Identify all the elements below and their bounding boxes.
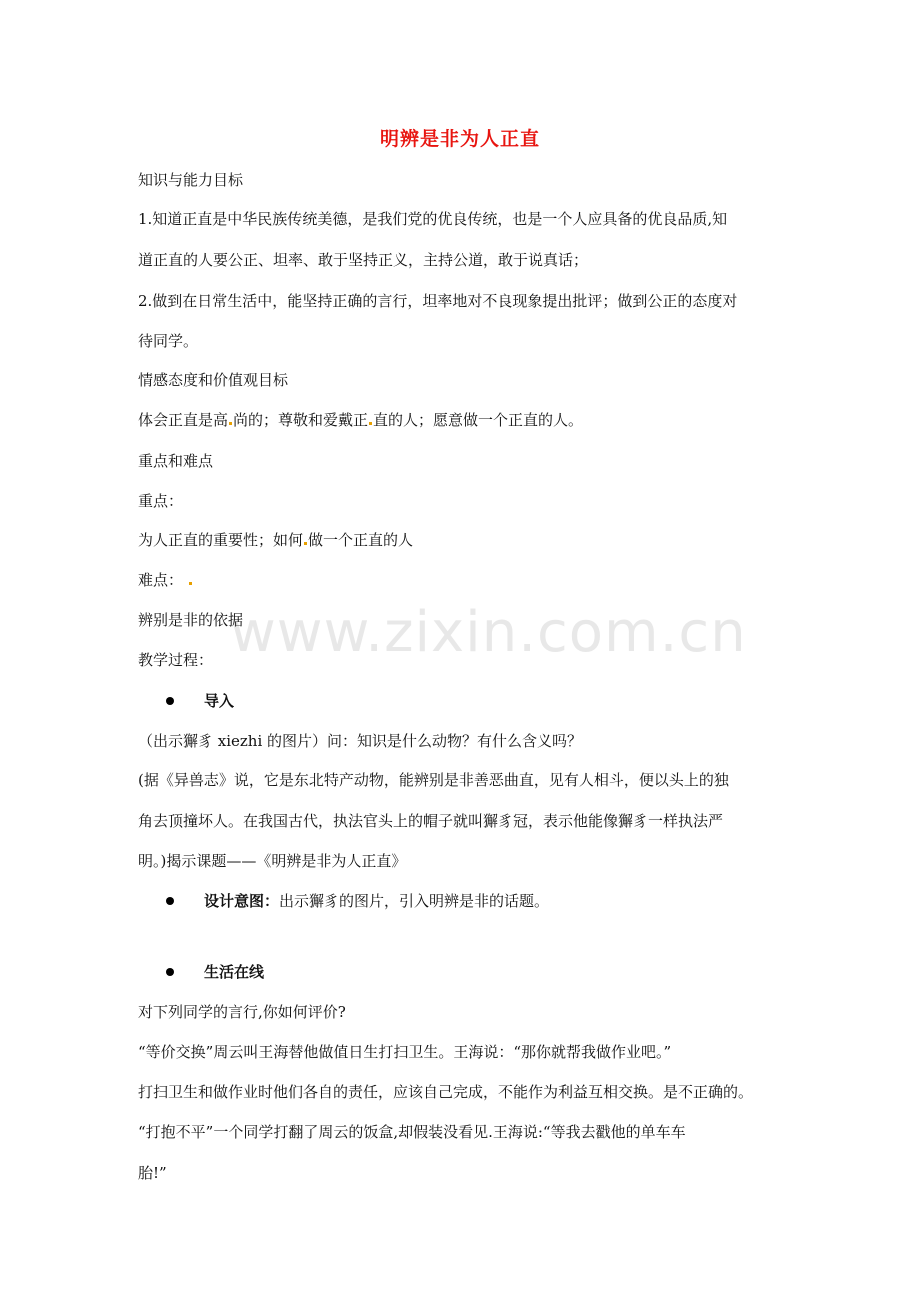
bullet-content — [204, 891, 549, 911]
paragraph-line: 道正直的人要公正、坦率、敢于坚持正义，主持公道，敢于说真话； — [138, 251, 589, 269]
paragraph-line: 教学过程： — [138, 651, 214, 669]
paragraph-line — [138, 530, 413, 550]
text-segment: 难点： — [138, 571, 184, 589]
paragraph-line: 重点： — [138, 492, 184, 510]
paragraph-line: 角去顶撞坏人。在我国古代，执法官头上的帽子就叫獬豸冠，表示他能像獬豸一样执法严 — [138, 812, 724, 830]
paragraph-line — [138, 570, 193, 590]
paragraph-line: (据《异兽志》说，它是东北特产动物，能辨别是非善恶曲直，见有人相斗，便以头上的独 — [138, 771, 729, 789]
text-segment: 为人正直的重要性；如何 — [138, 531, 304, 549]
paragraph-line: “等价交换”周云叫王海替他做值日生打扫卫生。王海说：“那你就帮我做作业吧。” — [138, 1043, 672, 1061]
text-segment: 直的人；愿意做一个正直的人。 — [373, 411, 584, 429]
paragraph-line: （出示獬豸 xiezhi 的图片）问：知识是什么动物？有什么含义吗？ — [138, 732, 583, 750]
paragraph-line: 2.做到在日常生活中，能坚持正确的言行，坦率地对不良现象提出批评；做到公正的态度对 — [138, 292, 738, 310]
text-segment: 做一个正直的人 — [308, 531, 414, 549]
bullet-label: 设计意图： — [204, 892, 280, 910]
text-segment: 体会正直是高 — [138, 411, 229, 429]
bullet-label: 生活在线 — [204, 963, 265, 981]
bullet-text: 出示獬豸的图片，引入明辨是非的话题。 — [279, 892, 550, 910]
mark-dot — [229, 422, 232, 425]
section-heading: 知识与能力目标 — [138, 171, 244, 189]
page-title: 明辨是非为人正直 — [379, 128, 540, 150]
paragraph-line: 待同学。 — [138, 332, 199, 350]
paragraph-line: 辨别是非的依据 — [138, 611, 244, 629]
paragraph-line — [138, 410, 583, 430]
paragraph-line: 胎!” — [138, 1164, 167, 1182]
bullet-dot-icon — [166, 897, 174, 905]
paragraph-line: 明。)揭示课题——《明辨是非为人正直》 — [138, 852, 407, 870]
bullet-label: 导入 — [204, 692, 235, 710]
mark-dot — [369, 422, 372, 425]
bullet-dot-icon — [166, 697, 174, 705]
paragraph-line: 对下列同学的言行,你如何评价? — [138, 1003, 346, 1021]
watermark-text: www.zixin.com.cn — [230, 600, 747, 665]
text-segment: 尚的；尊敬和爱戴正 — [233, 411, 369, 429]
paragraph-line: 打扫卫生和做作业时他们各自的责任，应该自己完成，不能作为利益互相交换。是不正确的。 — [138, 1083, 754, 1101]
bullet-dot-icon — [166, 968, 174, 976]
mark-dot — [189, 582, 192, 585]
paragraph-line: “打抱不平”一个同学打翻了周云的饭盒,却假装没看见.王海说:“等我去戳他的单车车 — [138, 1123, 686, 1141]
mark-dot — [304, 542, 307, 545]
paragraph-line: 1.知道正直是中华民族传统美德，是我们党的优良传统，也是一个人应具备的优良品质,知 — [138, 210, 728, 228]
section-heading: 情感态度和价值观目标 — [138, 371, 289, 389]
section-heading: 重点和难点 — [138, 452, 214, 470]
